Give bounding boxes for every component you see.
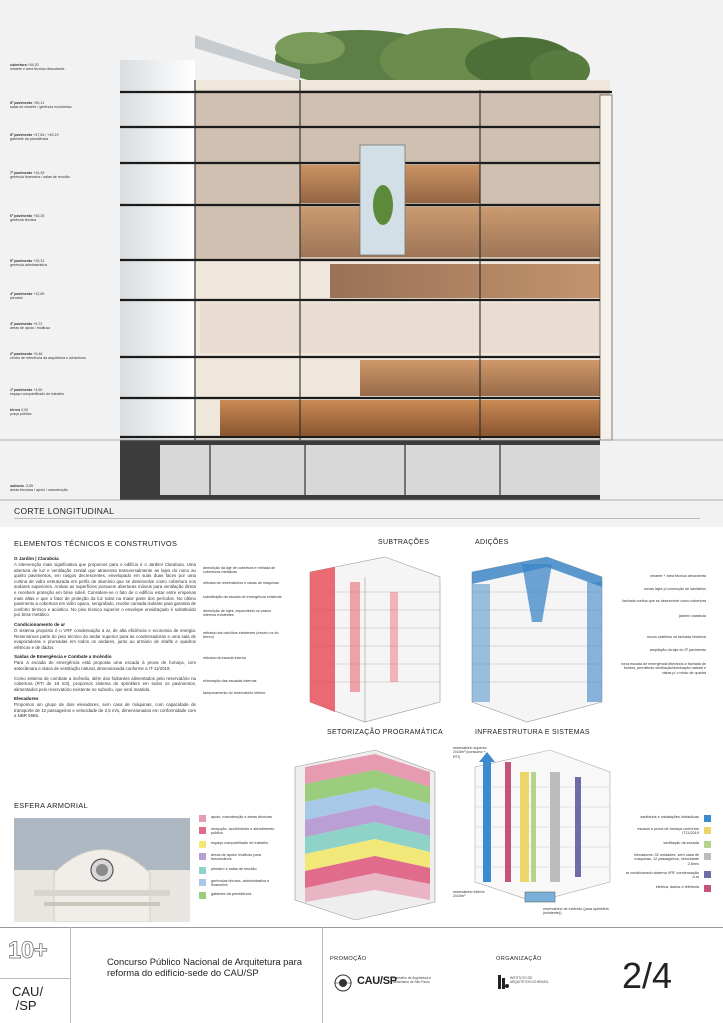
cau-sp-logo-subtitle: Conselho de Arquitetura e Urbanismo de São Paulo	[393, 976, 432, 984]
infra-note: reservatório superior 2x15m³ (consumo + RTI)	[453, 746, 487, 759]
level-label: 1º pavimento +4,50 espaço compartilhado de trabalho	[10, 388, 65, 397]
adicao-note: novos caixilhos na fachada histórica	[646, 635, 706, 639]
elements-title: ELEMENTOS TÉCNICOS E CONSTRUTIVOS	[14, 539, 178, 548]
glass-facade	[120, 60, 195, 440]
legend-item: elevadores: 02 unidades, sem casa de máquinas, 12 passageiros, velocidade 2,5m/s	[625, 853, 711, 866]
level-label: 8º pavimento +50,11 salas do mirante / gerência econômica	[10, 101, 72, 110]
level-label: 7º pavimento +34,39 gerência financeira / salas de reunião	[10, 171, 70, 180]
level-label: térreo 0,00 praça pública	[10, 408, 32, 417]
level-label: 6º pavimento +30,25 gerência técnica	[10, 214, 45, 223]
block-heading: Condicionamento de ar	[14, 621, 66, 627]
iab-logo-icon	[497, 973, 509, 991]
level-label: subsolo -3,55 áreas técnicas / apoio / manutenção	[10, 484, 68, 493]
adicao-note: nova escada de emergência liberando a fachada de fundos, permitindo ventilação/iluminação natural e vistas p/ o miolo de quadra	[621, 662, 706, 675]
legend-item: sanitários e instalações hidráulicas	[625, 815, 711, 822]
setorizacao-axonometric	[285, 742, 450, 922]
block-heading: Elevadores	[14, 696, 39, 702]
adicao-note: novas lajes p/ promoção de sanitários	[644, 587, 706, 591]
technical-elements-text	[14, 539, 196, 719]
subtracao-note: retirada da escada interna	[203, 656, 246, 660]
block-text: A intervenção mais significativa que propomos para o edifício é o Jardim/ Claraboia. Uma abertura de luz e ventilação zenital que atravessa transversalmente as lajes do nono ao quinto pavimentos, em rasgos decrescentes, envelopado em suas duas faces por uma cortina de vidro estruturada em perfis de alumínio que se desenvolve como cobertura nos andares superiores. Ambas as superfícies possuem aberturas móveis para ventilação direta e recebem proteção em brise soleil. Considere-se o fato de o edifício estar entre empenas mais altas e que o fator de proteção da luz solar na maior parte dos períodos. No último pavimento a cobertura em vidro opaco, serigrafado, recebe camada isolante para garantia de conforto térmico e acústico. No piso técnico superior o envelope envidraçado é substituído por brise metálico.	[14, 562, 196, 618]
ten-plus-logo: 10+	[8, 937, 48, 964]
level-label: 4º pavimento +12,89 plenário	[10, 292, 45, 301]
footer-divider	[322, 927, 323, 1023]
legend-item: gerências técnica, administrativa e financeira	[199, 879, 281, 888]
block-text: O sistema proposto é o VRF condensação a ar, de alta eficiência e economia de energia. Reservamos parte do piso técnico do andar superior para as condensadoras e uma sala de evaporadoras e prumadas em todos os andares, junto ao armário de shafts e quadros elétricos e de dados.	[14, 627, 196, 650]
legend-item: apoio, manutenção e áreas técnicas	[199, 815, 281, 822]
block-heading: O Jardim | Claraboia	[14, 556, 59, 561]
adicoes-axonometric	[462, 552, 622, 727]
subtracao-note: tamponamento do reservatório inferior	[203, 691, 266, 695]
contest-title: Concurso Público Nacional de Arquitetura para reforma do edifício-sede do CAU/SP	[107, 956, 302, 979]
subtracao-note: retirada dos caixilhos existentes (exceto os do térreo)	[203, 631, 279, 640]
iab-logo-text: INSTITUTO DE ARQUITETOS DO BRASIL	[510, 976, 549, 984]
footer-top-rule	[0, 927, 723, 928]
level-label: cobertura +54,20 mirante e área técnica descoberta	[10, 63, 65, 72]
block-text: Propomos um grupo de dois elevadores, sem casa de máquinas, com capacidade de transporte de 12 passageiros e velocidade de 2,5 m/s, dimensionados em conformidade com a NBR 5665.	[14, 702, 196, 719]
subtracao-note: substituição da escada de emergência existente	[203, 595, 282, 599]
adicoes-title: ADIÇÕES	[475, 539, 509, 546]
legend-item: recepção, acolhimento e atendimento público	[199, 827, 281, 836]
organizacao-label: ORGANIZAÇÃO	[496, 956, 542, 962]
historic-facade	[600, 95, 612, 440]
section-title: CORTE LONGITUDINAL	[14, 506, 115, 516]
infraestrutura-title: INFRAESTRUTURA E SISTEMAS	[475, 729, 590, 736]
legend-item: plenário e salas de reunião	[199, 867, 281, 874]
setorizacao-title: SETORIZAÇÃO PROGRAMÁTICA	[327, 729, 443, 736]
legend-item: ar condicionado sistema VRF condensação a ar	[625, 871, 711, 880]
esfera-armorial-photo	[14, 818, 190, 922]
legend-item: gabinete da presidência	[199, 892, 281, 899]
level-labels	[10, 0, 105, 500]
adicao-note: jardim/ claraboia	[678, 614, 706, 618]
infraestrutura-legend	[625, 815, 711, 897]
level-label: 3º pavimento +9,72 áreas de apoio / multiuso	[10, 322, 51, 331]
promocao-label: PROMOÇÃO	[330, 956, 367, 962]
footer-divider	[70, 927, 71, 1023]
subtracao-note: demolição de lajes, expandindo os vazios internos existentes	[203, 609, 272, 618]
legend-item: áreas de apoio/ multiuso para funcionários	[199, 853, 281, 862]
legend-item: ventilação da escada	[625, 841, 711, 848]
level-label: 2º pavimento +5,46 centro de referência da arquitetura e urbanismo	[10, 352, 86, 361]
legend-item: espaço compartilhado de trabalho	[199, 841, 281, 848]
subtracoes-axonometric	[290, 552, 450, 727]
setorizacao-legend	[199, 815, 281, 904]
block-text: Para a escada de emergência está proposta uma escada à prova de fumaça, com antecâmara e dutos de ventilação natural, dimensionada conforme a IT-11/2019.	[14, 660, 196, 671]
footer-logo-rule	[0, 978, 70, 979]
section-divider	[14, 518, 700, 519]
infra-note: reservatório inferior 2x15m³	[453, 890, 485, 899]
adicao-note: mirante + área técnica descoberta	[650, 574, 706, 578]
brazil-seal-icon	[333, 973, 353, 993]
sheet-number: 2/4	[622, 955, 673, 996]
level-label: 5º pavimento +25,31 gerência administrativa	[10, 259, 47, 268]
legend-item: escada à prova de fumaça conforme IT11/2019	[625, 827, 711, 836]
esfera-title: ESFERA ARMORIAL	[14, 801, 88, 810]
level-label: 8º pavimento +47,84 / +45,19 gabinete da presidência	[10, 133, 59, 142]
adicao-note: ampliação da laje do 3º pavimento	[649, 648, 706, 652]
legend-item: elétrica, dados e telefonia	[625, 885, 711, 892]
subtracao-note: retirada de reservatórios e casas de máquinas	[203, 581, 279, 585]
subtracoes-title: SUBTRAÇÕES	[378, 539, 430, 546]
subtracao-note: demolição da laje de cobertura e retirada de coberturas metálicas	[203, 566, 276, 575]
cau-sp-logo: CAU/SP	[357, 975, 397, 987]
block-text: Como sistema de combate a incêndio, além dos hidrantes alimentados pelo reservatório na cobertura (RTI de 18 m3), propomos sistema de sprinklers em todos os pavimentos, alimentados pelo reservatório existente no subsolo, que será mantido.	[14, 675, 196, 692]
cau-sp-mark: CAU/ /SP	[12, 984, 44, 1013]
subtracao-note: eliminação das escadas internas	[203, 679, 257, 683]
block-heading: Saídas de Emergência e Combate a Incêndio	[14, 654, 112, 660]
infra-note: reservatório de incêndio (para sprinklers (existente))	[543, 907, 609, 916]
adicao-note: fachada cortina que se desenvolve como cobertura	[622, 599, 706, 603]
